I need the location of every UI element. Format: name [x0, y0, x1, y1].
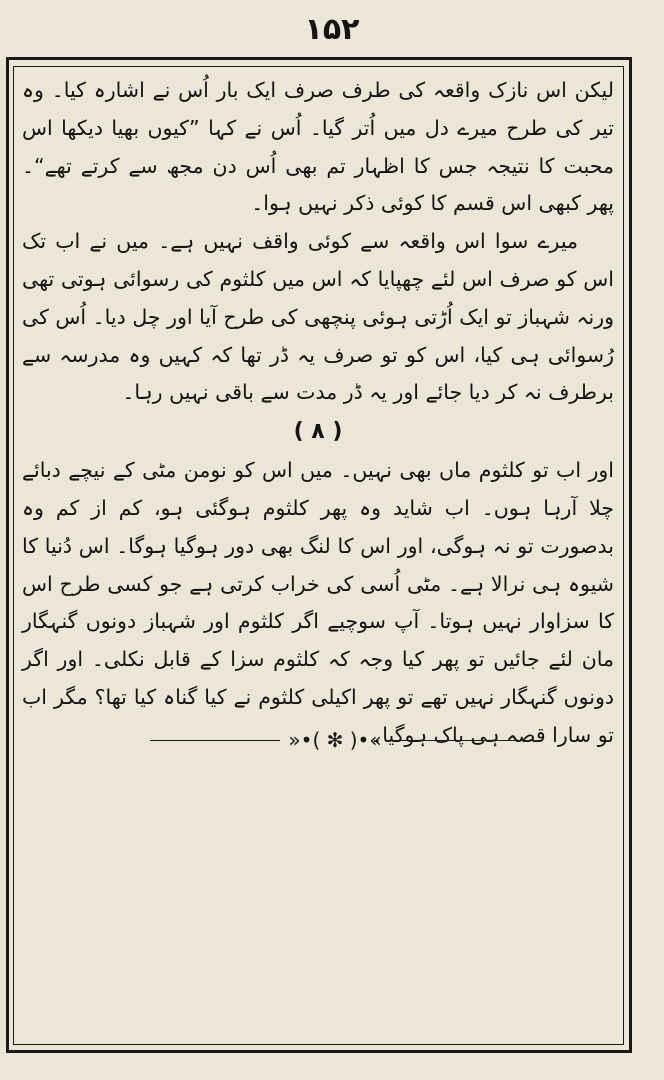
paragraph-3: اور اب تو کلثوم ماں بھی نہیں۔ میں اس کو نومن مٹی کے نیچے دبائے چلا آرہا ہوں۔ اب شاید وہ پھر کلثوم ہوگئی ہو، کم از کم وہ بدصورت تو نہ ہوگی، اور اس کا لنگ بھی دور ہوگیا ہوگا۔ اس دُنیا کا شیوہ ہی نرالا ہے۔ مٹی اُسی کی خراب کرتی ہے جو کسی طرح اس کا سزاوار نہیں ہوتا۔ آپ سوچیے اگر کلثوم اور شہباز دونوں گنہگار مان لئے جائیں تو پھر کیا وجہ کہ کلثوم سزا کے قابل نکلی۔ اور اگر دونوں گنہگار نہیں تھے تو پھر اکیلی کلثوم نے کیا گناہ کیا تھا؟ مگر اب تو سارا قصہ ہی پاک ہوگیا۔: [22, 458, 614, 747]
section-ornament: [150, 722, 520, 758]
ornament-symbol: »•( ✻ )•«: [288, 728, 382, 752]
chapter-heading: ( ۸ ): [293, 419, 343, 445]
paragraph-2: میرے سوا اس واقعہ سے کوئی واقف نہیں ہے۔ میں نے اب تک اس کو صرف اس لئے چھپایا کہ اس میں کلثوم کی رسوائی ہوتی تھی ورنہ شہباز تو ایک اُڑتی ہوئی پنچھی کی طرح آیا اور چل دیا۔ اُس کی رُسوائی ہی کیا، اس کو تو صرف یہ ڈر تھا کہ کہیں وہ مدرسہ سے برطرف نہ کر دیا جائے اور یہ ڈر مدت سے باقی نہیں رہا۔: [22, 229, 614, 405]
paragraph-1: لیکن اس نازک واقعہ کی طرف صرف ایک بار اُس نے اشارہ کیا۔ وہ تیر کی طرح میرے دل میں اُتر گیا۔ اُس نے کہا ”کیوں بھیا دیکھا اس محبت کا نتیجہ جس کا اظہار تم بھی اُس دن مجھ سے کرتے تھے“۔ پھر کبھی اس قسم کا کوئی ذکر نہیں ہوا۔: [22, 78, 614, 216]
page-body: [22, 72, 614, 755]
ornament-line-left: [150, 740, 280, 741]
page-number: ۱۵۲: [304, 12, 360, 47]
ornament-line-right: [390, 740, 520, 741]
